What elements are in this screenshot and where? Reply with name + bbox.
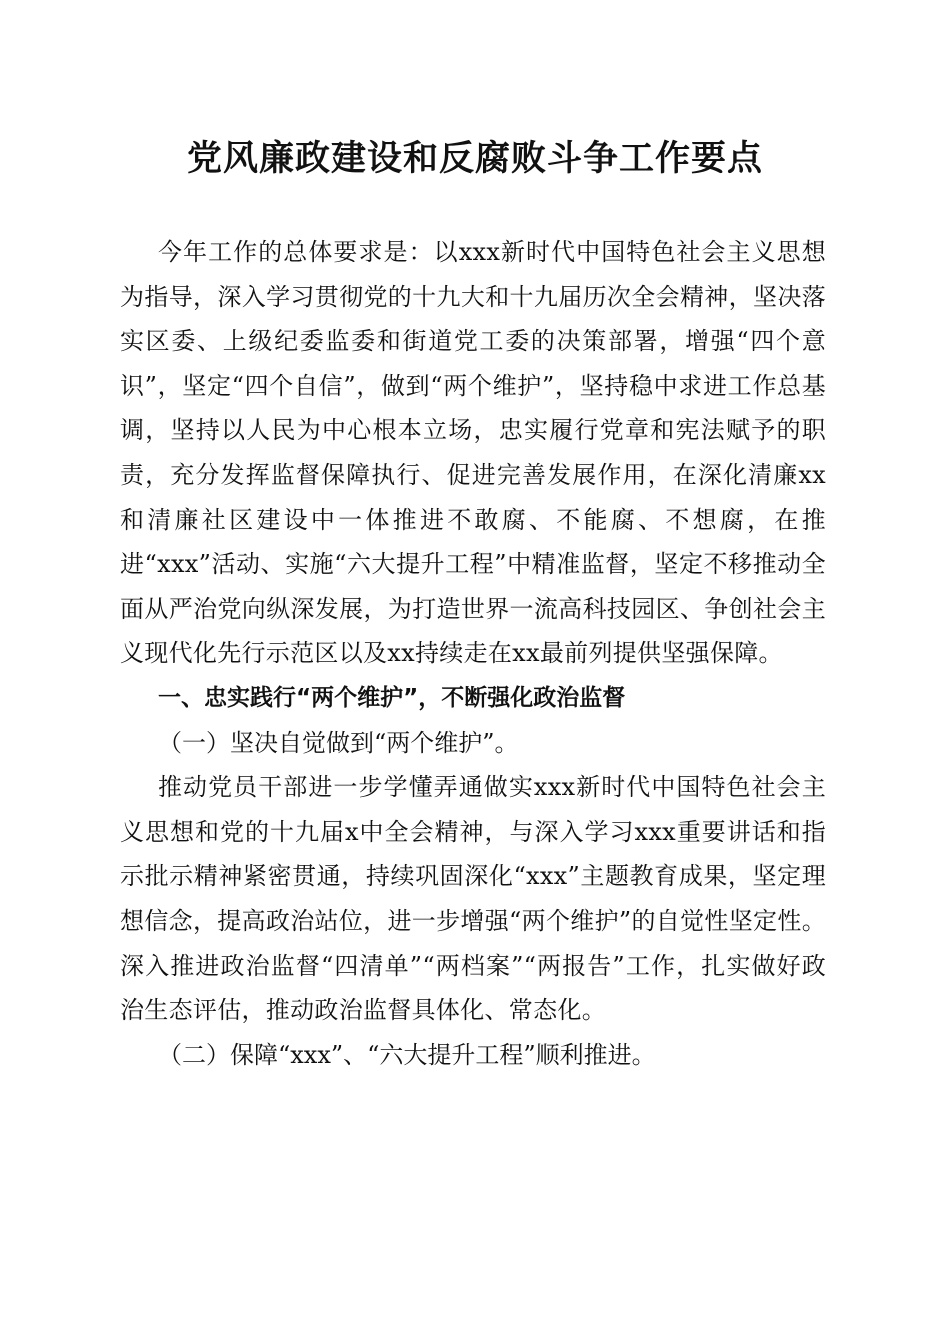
- intro-paragraph: 今年工作的总体要求是：以xxx新时代中国特色社会主义思想为指导，深入学习贯彻党的十九大和十九届历次全会精神，坚决落实区委、上级纪委监委和街道党工委的决策部署，增强“四个意识”，坚定“四个自信”，做到“两个维护”，坚持稳中求进工作总基调，坚持以人民为中心根本立场，忠实履行党章和宪法赋予的职责，充分发挥监督保障执行、促进完善发展作用，在深化清廉xx和清廉社区建设中一体推进不敢腐、不能腐、不想腐，在推进“xxx”活动、实施“六大提升工程”中精准监督，坚定不移推动全面从严治党向纵深发展，为打造世界一流高科技园区、争创社会主义现代化先行示范区以及xx持续走在xx最前列提供坚强保障。: [120, 238, 826, 668]
- subsection-1-heading: （一）坚决自觉做到“两个维护”。: [158, 728, 519, 757]
- document-title: 党风廉政建设和反腐败斗争工作要点: [186, 138, 763, 179]
- subsection-2-heading: （二）保障“xxx”、“六大提升工程”顺利推进。: [158, 1040, 656, 1069]
- section-1-heading: 一、忠实践行“两个维护”，不断强化政治监督: [158, 684, 626, 711]
- subsection-1-paragraph: 推动党员干部进一步学懂弄通做实xxx新时代中国特色社会主义思想和党的十九届x中全会精神，与深入学习xxx重要讲话和指示批示精神紧密贯通，持续巩固深化“xxx”主题教育成果，坚定理想信念，提高政治站位，进一步增强“两个维护”的自觉性坚定性。深入推进政治监督“四清单”“两档案”“两报告”工作，扎实做好政治生态评估，推动政治监督具体化、常态化。: [120, 773, 826, 1025]
- document-body: [120, 230, 826, 1077]
